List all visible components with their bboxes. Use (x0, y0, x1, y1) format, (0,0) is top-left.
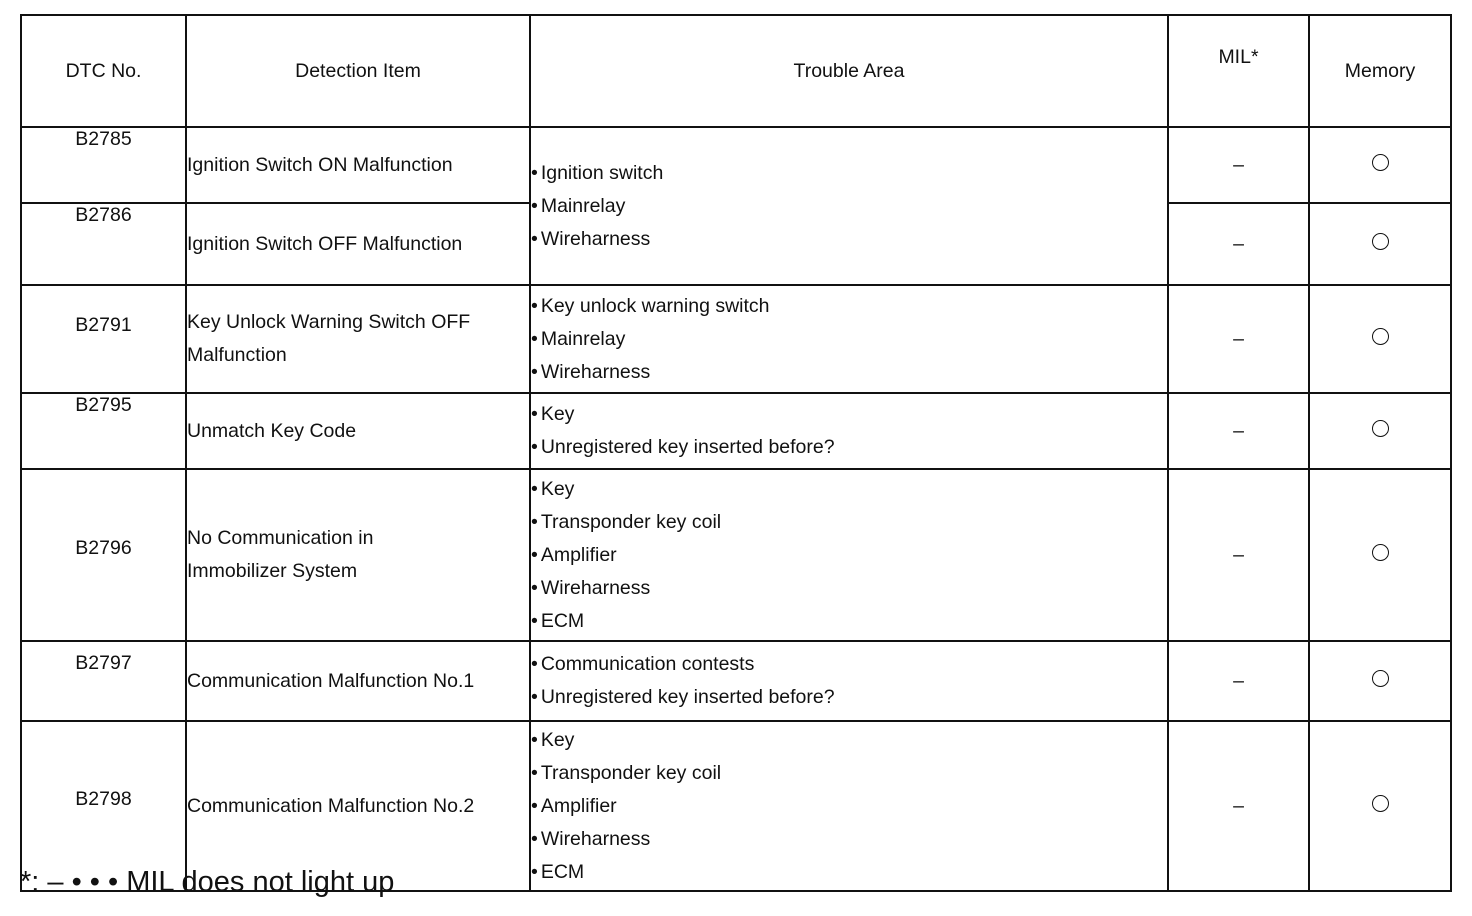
trouble-area-entry: • ECM (531, 605, 1167, 638)
circle-icon (1372, 420, 1389, 437)
detection-item: Ignition Switch OFF Malfunction (186, 203, 530, 285)
trouble-area (530, 393, 1168, 469)
trouble-area-list (531, 648, 1167, 714)
table-row (21, 393, 1451, 469)
trouble-area-entry: • Key (531, 724, 1167, 757)
header-detection-item: Detection Item (186, 15, 530, 127)
circle-icon (1372, 544, 1389, 561)
trouble-area-entry: • Key unlock warning switch (531, 290, 1167, 323)
circle-icon (1372, 795, 1389, 812)
mil-value: – (1233, 327, 1244, 350)
circle-icon (1372, 154, 1389, 171)
mil-value: – (1233, 794, 1244, 817)
memory-cell (1309, 721, 1451, 891)
mil-cell (1168, 721, 1309, 891)
table-row (21, 641, 1451, 721)
mil-cell (1168, 393, 1309, 469)
memory-cell (1309, 469, 1451, 641)
footnote: *: – • • • MIL does not light up (20, 866, 395, 898)
dtc-code: B2791 (21, 285, 186, 393)
dtc-code: B2797 (21, 641, 186, 721)
trouble-area-entry: • Wireharness (531, 572, 1167, 605)
trouble-area-entry: • Key (531, 473, 1167, 506)
detection-item: Unmatch Key Code (186, 393, 530, 469)
dtc-table (20, 14, 1452, 892)
memory-cell (1309, 285, 1451, 393)
detection-item: Ignition Switch ON Malfunction (186, 127, 530, 203)
detection-item: No Communication in Immobilizer System (186, 469, 530, 641)
dtc-code: B2786 (21, 203, 186, 285)
trouble-area (530, 127, 1168, 285)
detection-item: Communication Malfunction No.1 (186, 641, 530, 721)
mil-value: – (1233, 419, 1244, 442)
trouble-area-list (531, 157, 1167, 256)
mil-value: – (1233, 669, 1244, 692)
memory-cell (1309, 641, 1451, 721)
trouble-area-entry: • Wireharness (531, 223, 1167, 256)
header-trouble-area: Trouble Area (530, 15, 1168, 127)
trouble-area-list (531, 398, 1167, 464)
trouble-area-entry: • Amplifier (531, 539, 1167, 572)
detection-item: Key Unlock Warning Switch OFF Malfunction (186, 285, 530, 393)
table-row (21, 127, 1451, 203)
trouble-area-list (531, 290, 1167, 389)
trouble-area-entry: • Wireharness (531, 356, 1167, 389)
detection-item: Communication Malfunction No.2 (186, 721, 530, 891)
trouble-area-entry: • Transponder key coil (531, 506, 1167, 539)
mil-value: – (1233, 232, 1244, 255)
trouble-area-list (531, 724, 1167, 889)
dtc-code: B2796 (21, 469, 186, 641)
trouble-area (530, 641, 1168, 721)
mil-value: – (1233, 543, 1244, 566)
mil-cell (1168, 469, 1309, 641)
trouble-area-entry: • Transponder key coil (531, 757, 1167, 790)
trouble-area-entry: • Wireharness (531, 823, 1167, 856)
trouble-area (530, 721, 1168, 891)
dtc-table-sheet (20, 14, 1450, 892)
table-row (21, 285, 1451, 393)
trouble-area-list (531, 473, 1167, 638)
trouble-area-entry: • Mainrelay (531, 190, 1167, 223)
circle-icon (1372, 233, 1389, 250)
trouble-area (530, 469, 1168, 641)
mil-cell (1168, 285, 1309, 393)
trouble-area-entry: • ECM (531, 856, 1167, 889)
circle-icon (1372, 328, 1389, 345)
mil-cell (1168, 127, 1309, 203)
trouble-area-entry: • Ignition switch (531, 157, 1167, 190)
mil-cell (1168, 203, 1309, 285)
trouble-area-entry: • Key (531, 398, 1167, 431)
header-row (21, 15, 1451, 127)
dtc-code: B2785 (21, 127, 186, 203)
dtc-code: B2798 (21, 721, 186, 891)
memory-cell (1309, 393, 1451, 469)
mil-cell (1168, 641, 1309, 721)
header-dtc-no: DTC No. (21, 15, 186, 127)
trouble-area (530, 285, 1168, 393)
header-memory: Memory (1309, 15, 1451, 127)
trouble-area-entry: • Unregistered key inserted before? (531, 431, 1167, 464)
dtc-code: B2795 (21, 393, 186, 469)
memory-cell (1309, 203, 1451, 285)
circle-icon (1372, 670, 1389, 687)
trouble-area-entry: • Unregistered key inserted before? (531, 681, 1167, 714)
trouble-area-entry: • Communication contests (531, 648, 1167, 681)
header-mil: MIL* (1168, 15, 1309, 127)
trouble-area-entry: • Amplifier (531, 790, 1167, 823)
memory-cell (1309, 127, 1451, 203)
trouble-area-entry: • Mainrelay (531, 323, 1167, 356)
mil-value: – (1233, 153, 1244, 176)
table-row (21, 469, 1451, 641)
